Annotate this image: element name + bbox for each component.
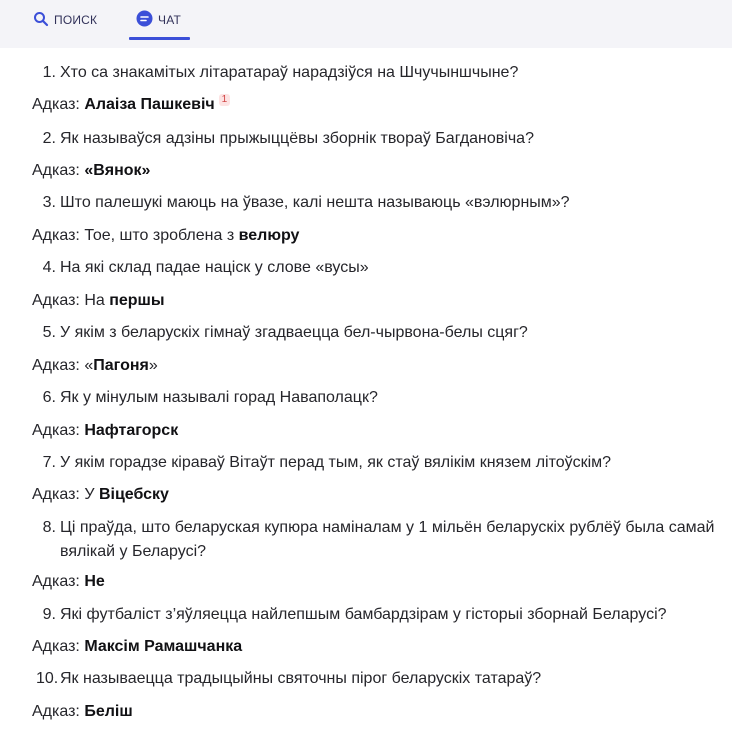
question-text: У якім горадзе кіраваў Вітаўт перад тым, як стаў вялікім князем літоўскім?: [60, 454, 612, 471]
answer-prefix: Адказ:: [32, 703, 80, 720]
question-item: [36, 191, 726, 215]
answer-text: На: [84, 292, 105, 309]
answer-bold: першы: [109, 292, 165, 309]
question-item: [36, 256, 726, 280]
answer-bold: Не: [84, 573, 105, 590]
answer-line: [32, 289, 165, 313]
question-item: [36, 61, 726, 85]
chat-icon: [136, 10, 153, 30]
answer-bold: Віцебску: [98, 486, 169, 503]
tab-chat[interactable]: [136, 0, 181, 40]
answer-bold: Нафтагорск: [84, 422, 179, 439]
answer-prefix: Адказ:: [32, 292, 80, 309]
question-number: 3.: [42, 194, 56, 211]
question-item: [36, 321, 726, 345]
question-number: 1.: [42, 64, 56, 81]
answer-line: [32, 419, 178, 443]
question-number: 5.: [42, 324, 56, 341]
answer-text: У: [84, 486, 95, 503]
answer-text: Тое, што зроблена з: [84, 227, 235, 244]
answer-line: [32, 93, 230, 117]
question-number: 7.: [42, 454, 56, 471]
answer-bold: Пагоня: [93, 357, 149, 374]
answer-bold: «Вянок»: [84, 162, 151, 179]
answer-text: «: [84, 357, 94, 374]
answer-line: [32, 700, 133, 724]
question-item: [36, 667, 726, 691]
question-text: На які склад падае націск у слове «вусы»: [60, 259, 369, 276]
active-tab-indicator: [129, 37, 190, 40]
question-item: [36, 386, 726, 410]
question-text: Хто са знакамітых літаратараў нарадзіўся на Шчучыншчыне?: [60, 64, 519, 81]
answer-line: [32, 570, 105, 594]
question-text: Як называўся адзіны прыжыццёвы зборнік твораў Багдановіча?: [60, 130, 534, 147]
question-text: Як у мінулым называлі горад Наваполацк?: [60, 389, 378, 406]
answer-bold: Беліш: [84, 703, 133, 720]
search-icon: [33, 11, 49, 30]
question-item: [36, 516, 726, 564]
tab-search[interactable]: [33, 0, 97, 40]
question-text: Ці праўда, што беларуская купюра наміналам у 1 мільён беларускіх рублёў была самай: [60, 519, 715, 536]
answer-text: »: [148, 357, 158, 374]
answer-bold: Максім Рамашчанка: [84, 638, 243, 655]
question-item: [36, 127, 726, 151]
question-number: 10.: [36, 670, 59, 687]
answer-line: [32, 224, 299, 248]
answer-prefix: Адказ:: [32, 422, 80, 439]
question-text: Які футбаліст з’яўляецца найлепшым бамбардзірам у гісторыі зборнай Беларусі?: [60, 606, 667, 623]
answer-prefix: Адказ:: [32, 638, 80, 655]
tab-chat-label: ЧАТ: [158, 13, 181, 27]
question-number: 4.: [42, 259, 56, 276]
question-number: 9.: [42, 606, 56, 623]
question-item: [36, 603, 726, 627]
answer-prefix: Адказ:: [32, 573, 80, 590]
top-tab-bar: [0, 0, 732, 48]
question-text-continued: вялікай у Беларусі?: [60, 543, 207, 560]
answer-line: [32, 354, 158, 378]
question-item: [36, 451, 726, 475]
footnote-badge[interactable]: 1: [219, 94, 231, 106]
question-number: 8.: [42, 519, 56, 536]
question-text: Як называецца традыцыйны святочны пірог беларускіх татараў?: [60, 670, 542, 687]
question-text: Што палешукі маюць на ўвазе, калі нешта называюць «вэлюрным»?: [60, 194, 570, 211]
question-number: 6.: [42, 389, 56, 406]
chat-message-content: [0, 48, 732, 735]
answer-prefix: Адказ:: [32, 162, 80, 179]
answer-prefix: Адказ:: [32, 96, 80, 113]
answer-line: [32, 635, 242, 659]
answer-bold: Алаіза Пашкевіч: [84, 96, 215, 113]
tab-search-label: ПОИСК: [54, 13, 98, 27]
answer-prefix: Адказ:: [32, 486, 80, 503]
answer-prefix: Адказ:: [32, 357, 80, 374]
answer-line: [32, 483, 169, 507]
answer-prefix: Адказ:: [32, 227, 80, 244]
answer-line: [32, 159, 150, 183]
question-number: 2.: [42, 130, 56, 147]
question-text: У якім з беларускіх гімнаў згадваецца бел-чырвона-белы сцяг?: [60, 324, 528, 341]
answer-bold: велюру: [238, 227, 300, 244]
